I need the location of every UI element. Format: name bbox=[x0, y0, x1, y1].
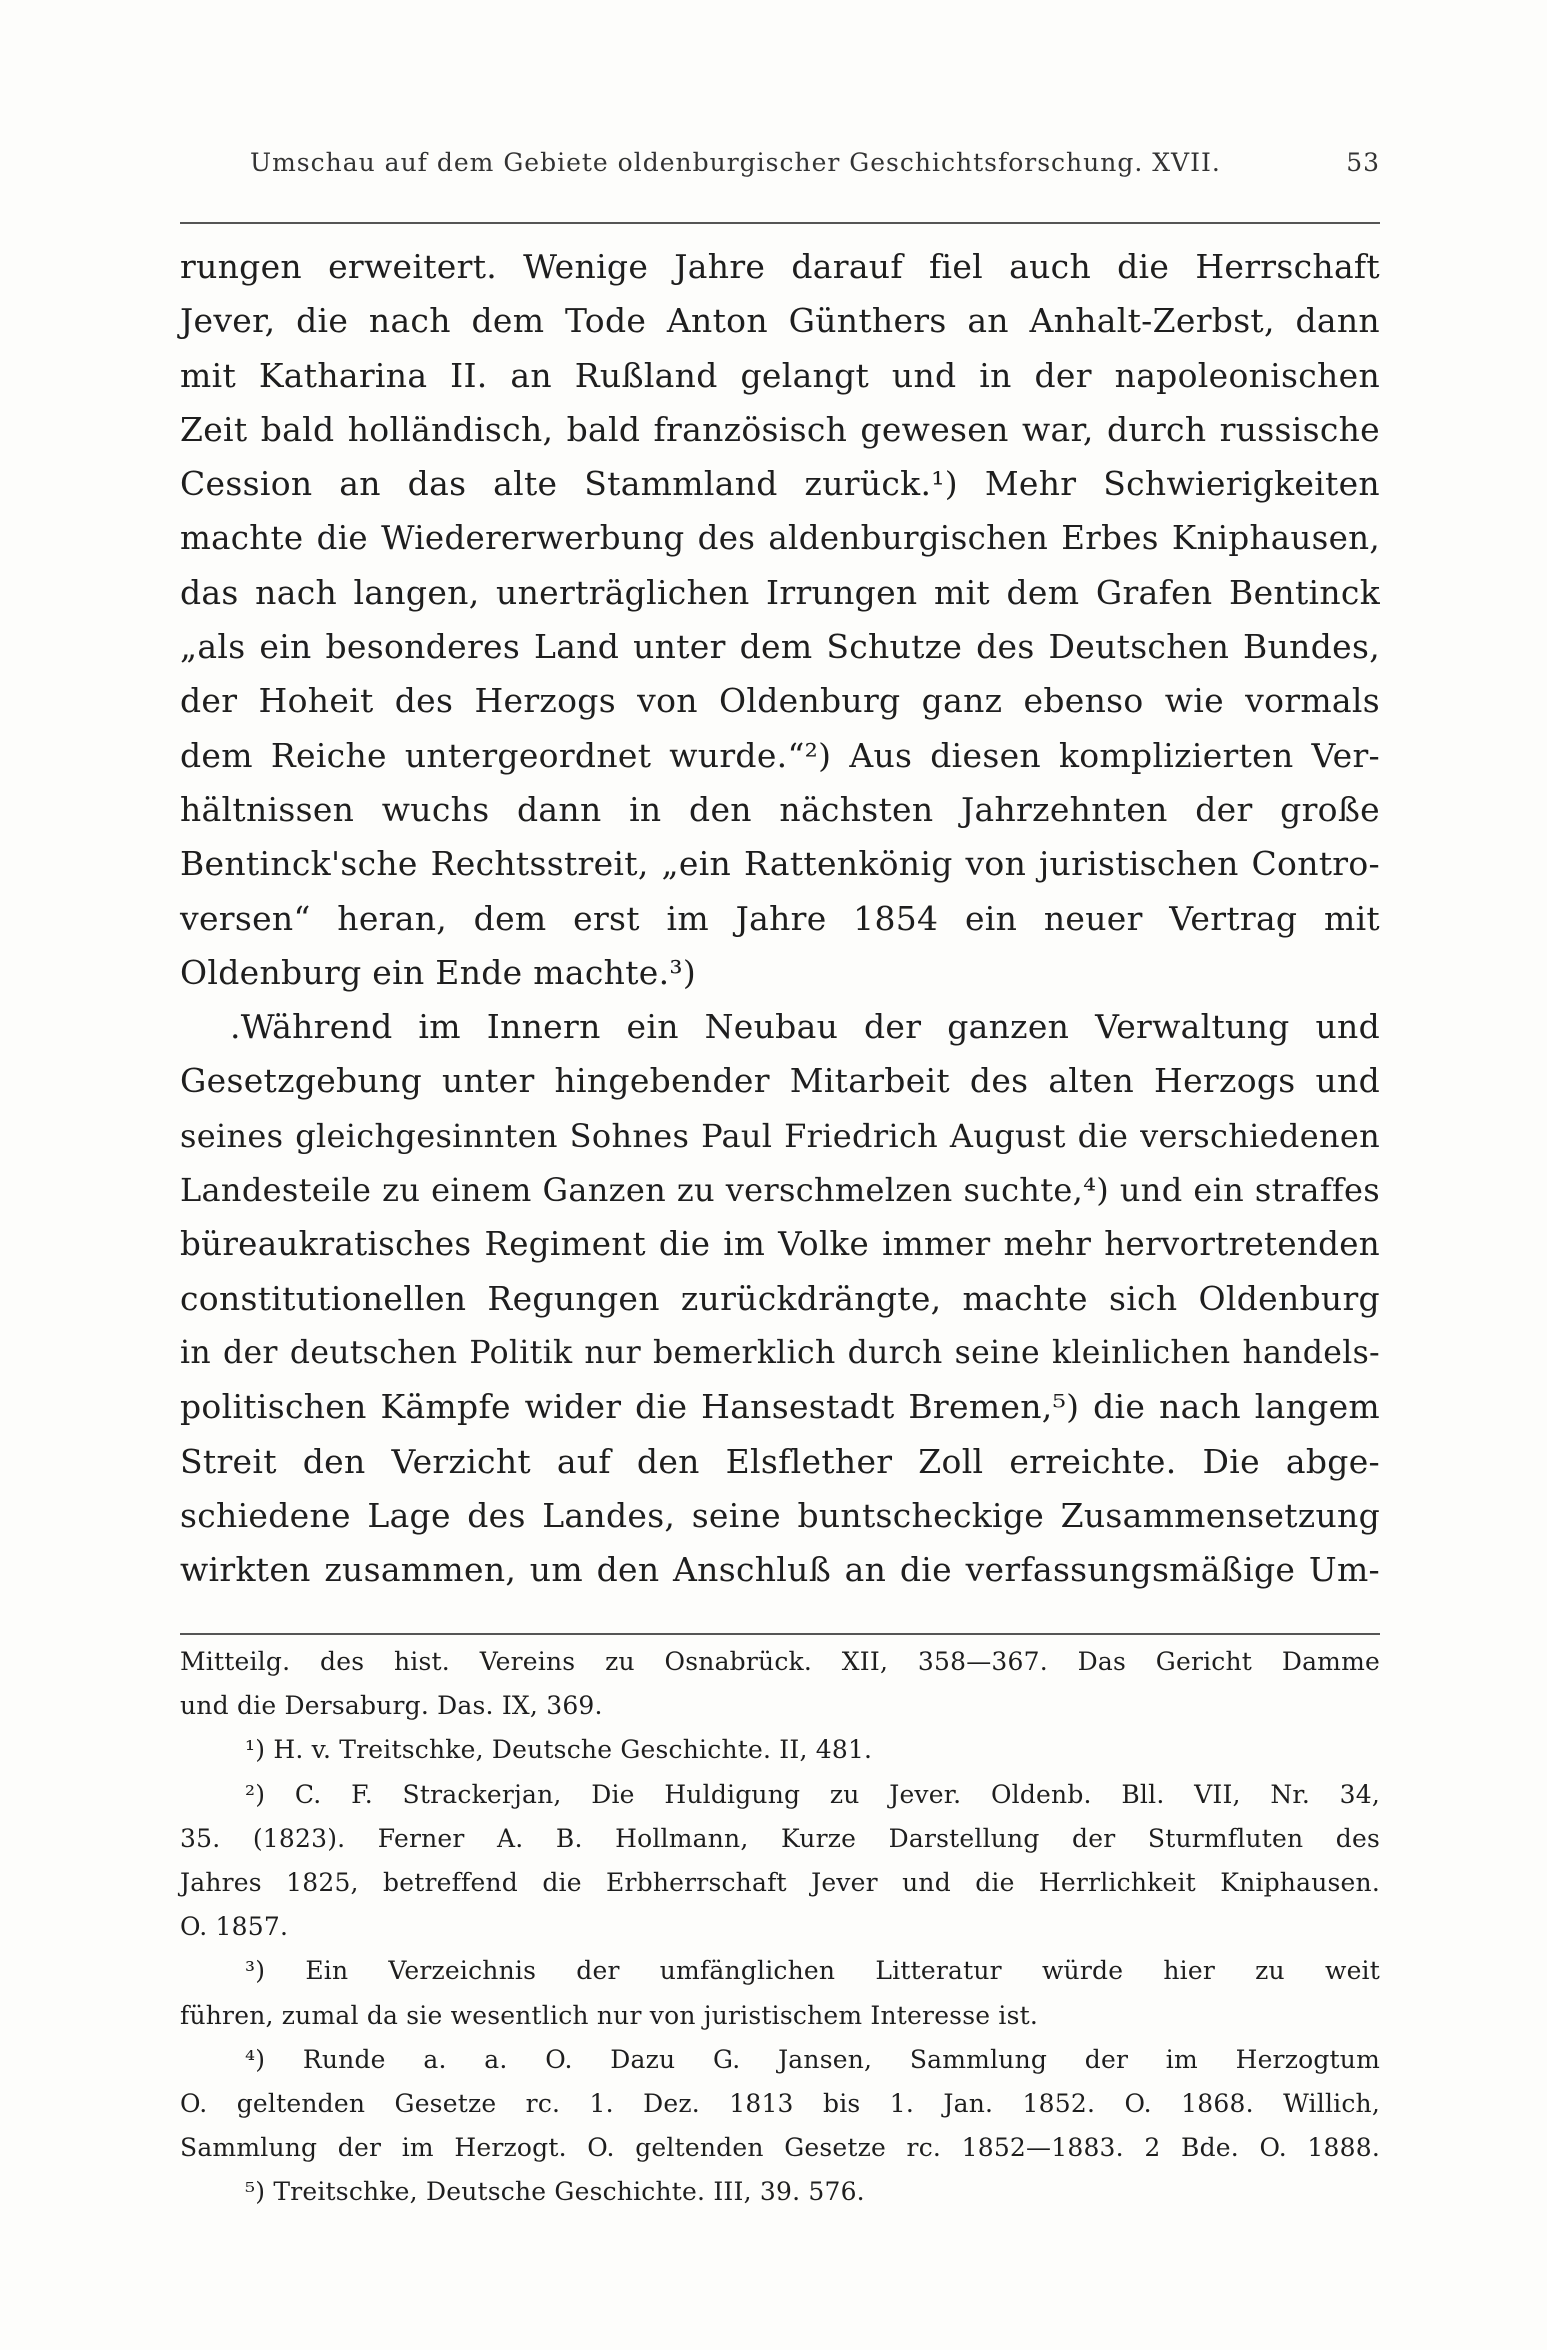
footnote-line: ²) C. F. Strackerjan, Die Huldigung zu Jever. Oldenb. Bll. VII, Nr. 34, bbox=[245, 1779, 1380, 1809]
text-line: machte die Wiedererwerbung des aldenburgischen Erbes Kniphausen, bbox=[180, 519, 1380, 558]
running-header bbox=[250, 148, 1380, 188]
footnote-line: O. 1857. bbox=[180, 1912, 289, 1942]
text-line: Jever, die nach dem Tode Anton Günthers an Anhalt-Zerbst, dann bbox=[180, 301, 1380, 341]
text-line: büreaukratisches Regiment die im Volke immer mehr hervortretenden bbox=[180, 1225, 1380, 1264]
text-line: Oldenburg ein Ende machte.³) bbox=[180, 952, 697, 992]
footnote-line: ¹) H. v. Treitschke, Deutsche Geschichte. II, 481. bbox=[245, 1735, 873, 1765]
footnote-line: Jahres 1825, betreffend die Erbherrschaft Jever und die Herrlichkeit Kniphausen. bbox=[180, 1867, 1380, 1897]
footnote-rule bbox=[180, 1633, 1380, 1635]
text-line: Landesteile zu einem Ganzen zu verschmelzen suchte,⁴) und ein straffes bbox=[180, 1171, 1380, 1210]
page-number: 53 bbox=[1346, 148, 1380, 177]
text-line: in der deutschen Politik nur bemerklich durch seine kleinlichen handels- bbox=[180, 1334, 1380, 1371]
footnote-line: ³) Ein Verzeichnis der umfänglichen Litteratur würde hier zu weit bbox=[245, 1956, 1380, 1986]
text-line: mit Katharina II. an Rußland gelangt und in der napoleonischen bbox=[180, 355, 1380, 395]
text-line: .Während im Innern ein Neubau der ganzen Verwaltung und bbox=[230, 1007, 1380, 1047]
text-line: „als ein besonderes Land unter dem Schutze des Deutschen Bundes, bbox=[180, 627, 1380, 667]
main-text bbox=[180, 240, 1380, 1597]
text-line: dem Reiche untergeordnet wurde.“²) Aus diesen komplizierten Ver- bbox=[180, 735, 1380, 775]
footnote-line: und die Dersaburg. Das. IX, 369. bbox=[180, 1691, 603, 1721]
footnote-line: 35. (1823). Ferner A. B. Hollmann, Kurze Darstellung der Sturmfluten des bbox=[180, 1823, 1380, 1853]
text-line: Streit den Verzicht auf den Elsflether Zoll erreichte. Die abge- bbox=[180, 1441, 1380, 1481]
text-line: constitutionellen Regungen zurückdrängte, machte sich Oldenburg bbox=[180, 1278, 1380, 1318]
running-title: Umschau auf dem Gebiete oldenburgischer Geschichtsforschung. XVII. bbox=[250, 148, 1221, 177]
text-line: Cession an das alte Stammland zurück.¹) Mehr Schwierigkeiten bbox=[180, 464, 1380, 504]
text-line: versen“ heran, dem erst im Jahre 1854 ein neuer Vertrag mit bbox=[180, 898, 1380, 938]
text-line: hältnissen wuchs dann in den nächsten Jahrzehnten der große bbox=[180, 789, 1380, 829]
footnote-line: führen, zumal da sie wesentlich nur von juristischem Interesse ist. bbox=[180, 2000, 1039, 2030]
text-line: wirkten zusammen, um den Anschluß an die verfassungsmäßige Um- bbox=[180, 1550, 1380, 1590]
text-line: Bentinck'sche Rechtsstreit, „ein Rattenkönig von juristischen Contro- bbox=[180, 844, 1380, 884]
text-line: Gesetzgebung unter hingebender Mitarbeit des alten Herzogs und bbox=[180, 1061, 1380, 1101]
text-line: rungen erweitert. Wenige Jahre darauf fiel auch die Herrschaft bbox=[180, 247, 1380, 286]
text-line: politischen Kämpfe wider die Hansestadt Bremen,⁵) die nach langem bbox=[180, 1387, 1380, 1427]
footnotes bbox=[180, 1640, 1380, 2214]
footnote-line: O. geltenden Gesetze rc. 1. Dez. 1813 bis 1. Jan. 1852. O. 1868. Willich, bbox=[180, 2088, 1380, 2118]
footnote-line: ⁵) Treitschke, Deutsche Geschichte. III, 39. 576. bbox=[245, 2177, 865, 2207]
footnote-line: Mitteilg. des hist. Vereins zu Osnabrück. XII, 358—367. Das Gericht Damme bbox=[180, 1647, 1380, 1676]
header-rule bbox=[180, 222, 1380, 224]
text-line: seines gleichgesinnten Sohnes Paul Friedrich August die verschiedenen bbox=[180, 1116, 1380, 1155]
text-line: Zeit bald holländisch, bald französisch gewesen war, durch russische bbox=[180, 409, 1380, 449]
footnote-line: ⁴) Runde a. a. O. Dazu G. Jansen, Sammlung der im Herzogtum bbox=[245, 2044, 1380, 2074]
text-line: das nach langen, unerträglichen Irrungen mit dem Grafen Bentinck bbox=[180, 572, 1380, 612]
text-line: schiedene Lage des Landes, seine buntscheckige Zusammensetzung bbox=[180, 1495, 1380, 1535]
footnote-line: Sammlung der im Herzogt. O. geltenden Gesetze rc. 1852—1883. 2 Bde. O. 1888. bbox=[180, 2133, 1380, 2163]
text-line: der Hoheit des Herzogs von Oldenburg ganz ebenso wie vormals bbox=[180, 681, 1380, 721]
